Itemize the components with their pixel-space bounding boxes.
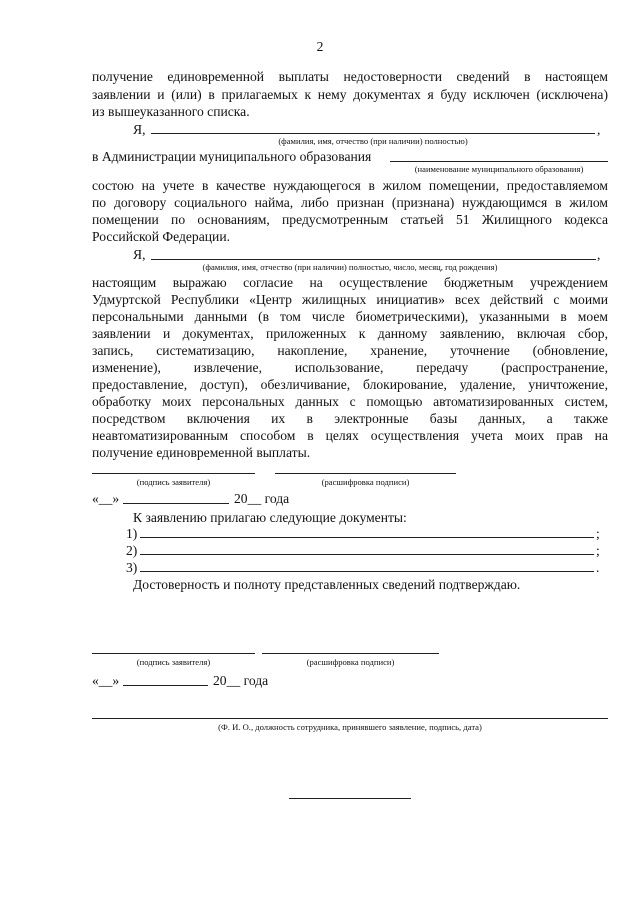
paragraph-3-line-1: настоящим выражаю согласие на осуществление бюджетным учреждением: [92, 275, 608, 290]
attachment-3-field[interactable]: [140, 571, 594, 572]
page-number: 2: [316, 39, 324, 54]
confirmation-text: Достоверность и полноту представленных сведений подтверждаю.: [133, 577, 521, 592]
paragraph-2-line-3: помещении по основаниям, предусмотренным статьей 51 Жилищного кодекса: [92, 212, 608, 227]
applicant-2-suffix: ,: [597, 247, 601, 262]
signature-1-caption: (подпись заявителя): [136, 477, 211, 487]
employee-caption: (Ф. И. О., должность сотрудника, принявшего заявление, подпись, дата): [218, 722, 482, 732]
attachment-2-field[interactable]: [140, 554, 594, 555]
signature-2-caption: (подпись заявителя): [136, 657, 211, 667]
paragraph-3-line-8: обработку моих персональных данных с помощью автоматизированных систем,: [92, 394, 608, 409]
paragraph-2-line-2: по договору социального найма, либо признан (признана) нуждающимся в жилом: [92, 195, 608, 210]
applicant-1-name-field[interactable]: [151, 133, 595, 134]
paragraph-3-line-2: Удмуртской Республики «Центр жилищных инициатив» всех действий с моими: [92, 292, 608, 307]
attachment-1-end: ;: [596, 526, 600, 541]
paragraph-1-line-1: получение единовременной выплаты недостоверности сведений в настоящем: [92, 69, 608, 84]
signature-1-field[interactable]: [92, 473, 255, 474]
attachment-2-end: ;: [596, 543, 600, 558]
paragraph-3-line-6: изменение), извлечение, использование, передачу (распространение,: [92, 360, 608, 375]
paragraph-3-line-7: предоставление, доступ), обезличивание, блокирование, удаление, уничтожение,: [92, 377, 608, 392]
paragraph-1-line-3: из вышеуказанного списка.: [92, 104, 250, 119]
administration-label: в Администрации муниципального образования: [92, 149, 372, 164]
paragraph-3-line-4: заявлении и документах, приложенных к данному заявлению, включая сбор,: [92, 326, 608, 341]
paragraph-3-line-9: посредством включения их в электронные базы данных, а также: [92, 411, 608, 426]
applicant-1-caption: (фамилия, имя, отчество (при наличии) полностью): [278, 136, 468, 146]
signature-1-date-month-field[interactable]: [123, 503, 229, 504]
attachment-2-number: 2): [126, 543, 138, 558]
paragraph-3-line-11: получение единовременной выплаты.: [92, 445, 311, 460]
closing-separator: [289, 798, 411, 799]
paragraph-2-line-1: состою на учете в качестве нуждающегося в жилом помещении, предоставляемом: [92, 178, 608, 193]
paragraph-2-line-4: Российской Федерации.: [92, 229, 230, 244]
applicant-2-prefix: Я,: [133, 247, 146, 262]
paragraph-1-line-2: заявлении и (или) в прилагаемых к нему документах я буду исключен (исключена): [92, 87, 608, 102]
attachment-3-end: .: [596, 560, 600, 575]
attachment-3-number: 3): [126, 560, 138, 575]
applicant-1-suffix: ,: [597, 122, 601, 137]
signature-1-date-year: 20__ года: [234, 491, 290, 506]
signature-2-field[interactable]: [92, 653, 255, 654]
signature-2-date-day: «__»: [92, 673, 120, 688]
signature-1-decode-field[interactable]: [275, 473, 456, 474]
signature-2-date-month-field[interactable]: [123, 685, 208, 686]
attachments-intro: К заявлению прилагаю следующие документы:: [133, 510, 407, 525]
paragraph-3-line-5: запись, систематизацию, накопление, хранение, уточнение (обновление,: [92, 343, 608, 358]
attachment-1-field[interactable]: [140, 537, 594, 538]
applicant-2-name-field[interactable]: [151, 259, 596, 260]
applicant-2-caption: (фамилия, имя, отчество (при наличии) полностью, число, месяц, год рождения): [202, 262, 498, 272]
applicant-1-prefix: Я,: [133, 122, 146, 137]
signature-1-date-day: «__»: [92, 491, 120, 506]
signature-1-decode-caption: (расшифровка подписи): [321, 477, 410, 487]
signature-2-decode-caption: (расшифровка подписи): [306, 657, 395, 667]
municipality-field[interactable]: [390, 161, 608, 162]
municipality-caption: (наименование муниципального образования): [414, 164, 584, 174]
signature-2-decode-field[interactable]: [262, 653, 439, 654]
paragraph-3-line-3: персональными данными (в том числе биометрическими), указанными в моем: [92, 309, 608, 324]
paragraph-3-line-10: неавтоматизированным способом в целях осуществления учета моих прав на: [92, 428, 608, 443]
signature-2-date-year: 20__ года: [213, 673, 269, 688]
attachment-1-number: 1): [126, 526, 138, 541]
employee-field[interactable]: [92, 718, 608, 719]
